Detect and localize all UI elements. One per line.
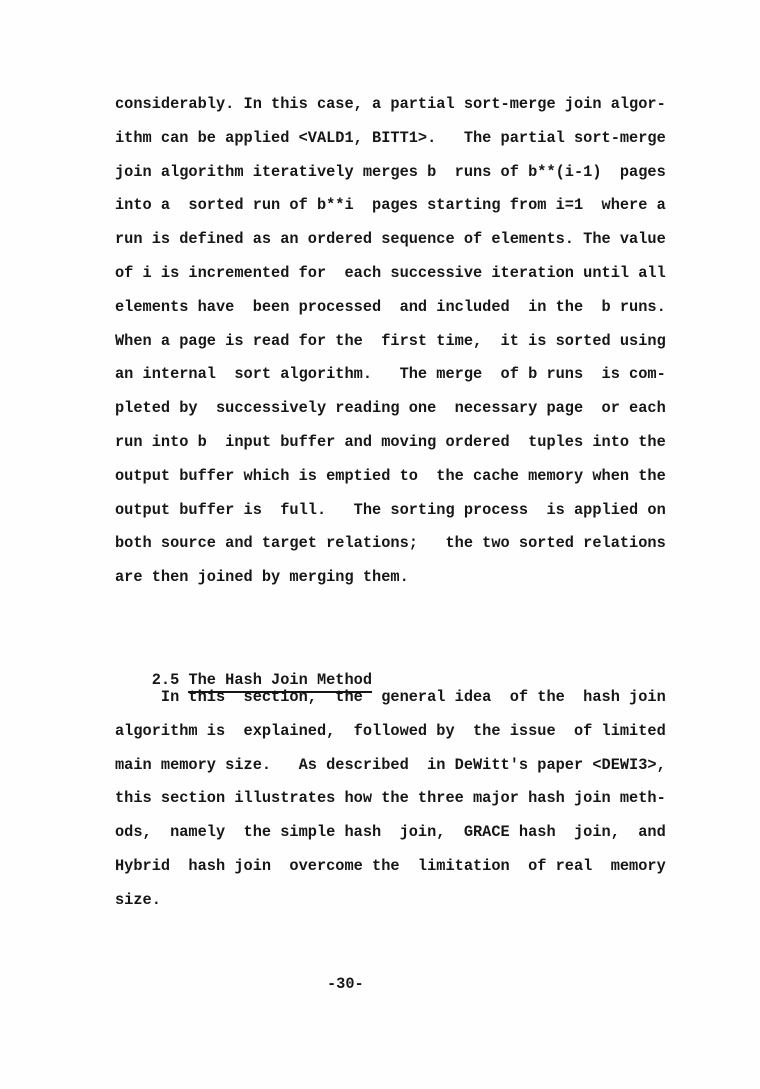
text-line: Hybrid hash join overcome the limitation of real memory [115,856,666,875]
paragraph-hash-join-intro [115,681,666,918]
text-line: ods, namely the simple hash join, GRACE hash join, and [115,823,666,842]
text-line: pleted by successively reading one necessary page or each [115,399,666,418]
text-line: of i is incremented for each successive iteration until all [115,263,666,282]
text-line: size. [115,890,161,909]
text-line: run into b input buffer and moving ordered tuples into the [115,432,666,451]
section-number: 2.5 [151,670,189,689]
text-line: run is defined as an ordered sequence of elements. The value [115,230,666,249]
text-line: main memory size. As described in DeWitt's paper <DEWI3>, [115,755,666,774]
text-line: into a sorted run of b**i pages starting from i=1 where a [115,196,666,215]
text-line: this section illustrates how the three major hash join meth- [115,789,666,808]
text-line: output buffer is full. The sorting process is applied on [115,500,666,519]
text-line: considerably. In this case, a partial sort-merge join algor- [115,95,666,113]
text-line: both source and target relations; the two sorted relations [115,534,666,553]
text-line: When a page is read for the first time, it is sorted using [115,331,666,350]
text-line: In this section, the general idea of the hash join [115,688,666,706]
text-line: an internal sort algorithm. The merge of b runs is com- [115,365,666,384]
section-title: The Hash Join Method [188,671,372,693]
paragraph-sort-merge [115,88,666,595]
text-line: algorithm is explained, followed by the issue of limited [115,721,666,740]
text-line: ithm can be applied <VALD1, BITT1>. The partial sort-merge [115,128,666,147]
text-line: output buffer which is emptied to the cache memory when the [115,466,666,485]
text-line: join algorithm iteratively merges b runs of b**(i-1) pages [115,162,666,181]
page-number: -30- [327,975,364,993]
text-line: elements have been processed and included in the b runs. [115,297,666,316]
text-line: are then joined by merging them. [115,568,409,587]
